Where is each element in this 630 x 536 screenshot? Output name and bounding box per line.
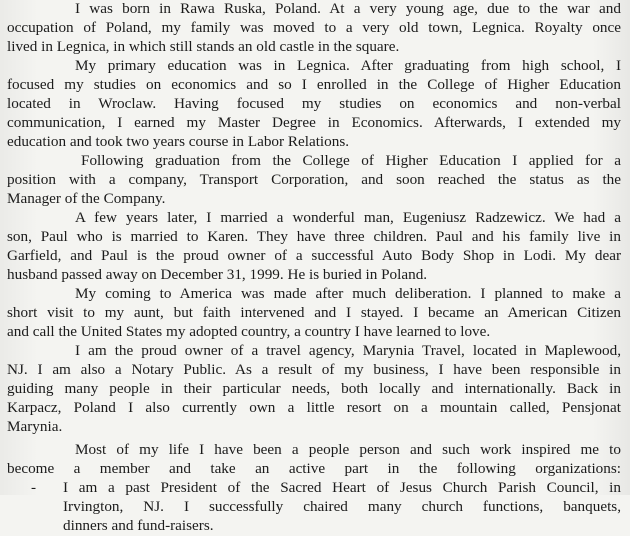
- paragraph-line: occupation of Poland, my family was moved to a very old town, Legnica. Royalty once: [7, 19, 621, 36]
- paragraph-line: Marynia.: [7, 417, 63, 435]
- paragraph-line: become a member and take an active part in the following organizations:: [7, 459, 621, 477]
- paragraph-line: husband passed away on December 31, 1999. He is buried in Poland.: [7, 265, 428, 283]
- paragraph-line: Following graduation from the College of Higher Education I applied for a: [81, 151, 621, 169]
- paragraph-line: My coming to America was made after much deliberation. I planned to make a: [75, 284, 621, 302]
- paragraph-line: I am the proud owner of a travel agency, Marynia Travel, located in Maplewood,: [75, 341, 621, 359]
- paragraph-line: NJ. I am also a Notary Public. As a result of my business, I have been responsible in: [7, 360, 621, 378]
- paragraph-line: and call the United States my adopted country, a country I have learned to love.: [7, 322, 491, 340]
- paragraph-line: Garfield, and Paul is the proud owner of a successful Auto Body Shop in Lodi. My dear: [7, 246, 621, 264]
- list-item: [7, 479, 621, 498]
- paragraph-line: focused my studies on economics and so I enrolled in the College of Higher Education: [7, 75, 621, 93]
- paragraph-line: Karpacz, Poland I also currently own a little resort on a mountain called, Pensjonat: [7, 398, 621, 416]
- paragraph-lines: [7, 0, 621, 437]
- paragraph-line: short visit to my aunt, but faith intervened and I stayed. I became an American Citizen: [7, 303, 621, 321]
- list-item-line: I am a past President of the Sacred Heart of Jesus Church Parish Council, in: [63, 478, 621, 496]
- paragraph-line: I was born in Rawa Ruska, Poland. At a very young age, due to the war and: [75, 0, 621, 17]
- paragraph-line: lived in Legnica, in which still stands an old castle in the square.: [7, 38, 400, 55]
- paragraph-line: son, Paul who is married to Karen. They have three children. Paul and his family live in: [7, 227, 621, 245]
- paragraph-line: position with a company, Transport Corporation, and soon reached the status as the: [7, 170, 621, 188]
- paragraph-line: My primary education was in Legnica. After graduating from high school, I: [75, 56, 621, 74]
- paragraph-line: education and took two years course in Labor Relations.: [7, 132, 350, 150]
- list-item-line: dinners and fund-raisers.: [63, 516, 214, 534]
- document-body: [7, 0, 621, 536]
- paragraph-line: Manager of the Company.: [7, 189, 166, 207]
- paragraph-line: guiding many people in their particular needs, both locally and internationally. Back in: [7, 379, 621, 397]
- paragraph-line: Most of my life I have been a people person and such work inspired me to: [75, 440, 621, 458]
- paragraph-line: A few years later, I married a wonderful man, Eugeniusz Radzewicz. We had a: [75, 208, 621, 226]
- paragraph-line: communication, I earned my Master Degree in Economics. Afterwards, I extended my: [7, 113, 621, 131]
- list-item-line: Irvington, NJ. I successfully chaired many church functions, banquets,: [63, 497, 621, 515]
- paragraph-line: located in Wroclaw. Having focused my studies on economics and non-verbal: [7, 94, 621, 112]
- bullet-dash: -: [31, 478, 37, 496]
